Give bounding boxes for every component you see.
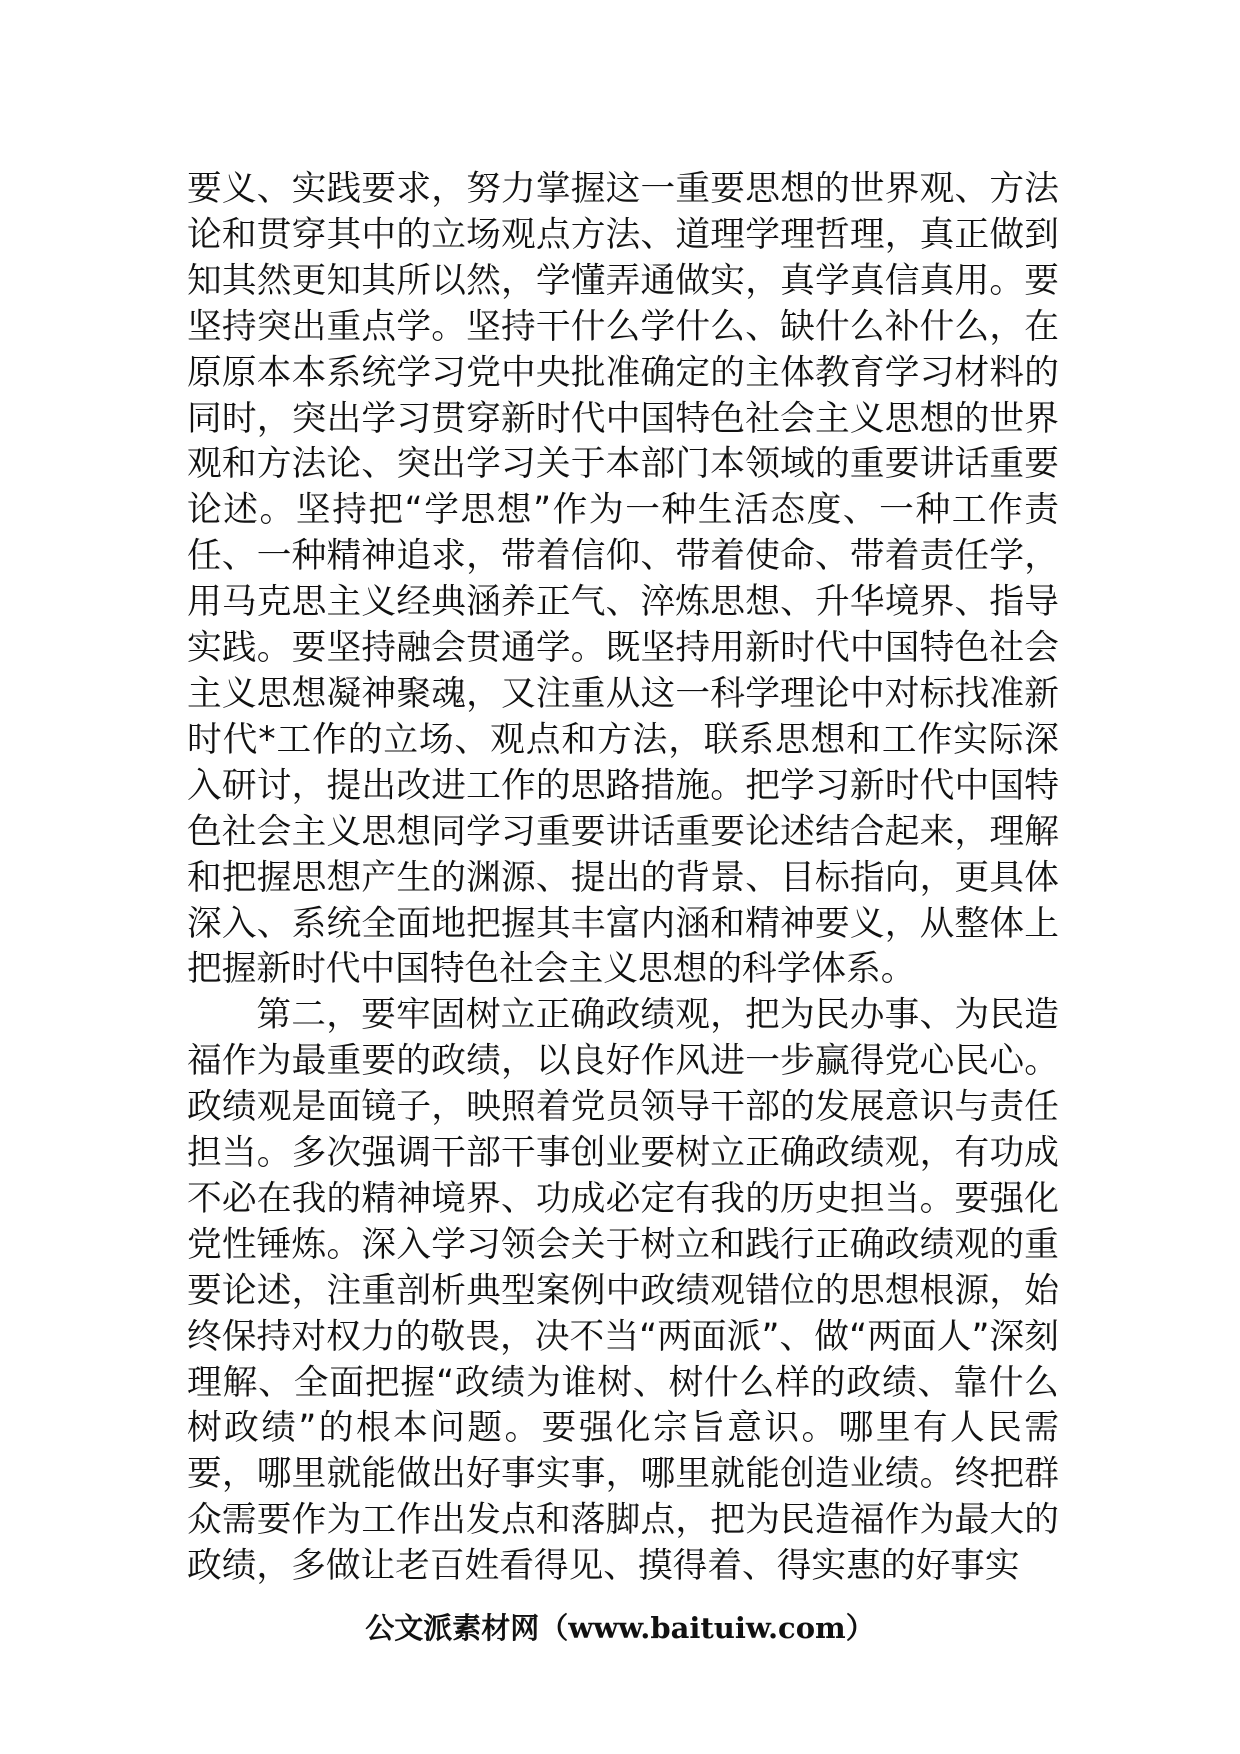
page-footer-watermark: 公文派素材网（www.baituiw.com） xyxy=(365,1611,875,1645)
paragraph-1: 要义、实践要求，努力掌握这一重要思想的世界观、方法论和贯穿其中的立场观点方法、道理学理哲理，真正做到知其然更知其所以然，学懂弄通做实，真学真信真用。要坚持突出重点学。坚持干什么学什么、缺什么补什么，在原原本本系统学习党中央批准确定的主体教育学习材料的同时，突出学习贯穿新时代中国特色社会主义思想的世界观和方法论、突出学习关于本部门本领域的重要讲话重要论述。坚持把“学思想”作为一种生活态度、一种工作责任、一种精神追求，带着信仰、带着使命、带着责任学，用马克思主义经典涵养正气、淬炼思想、升华境界、指导实践。要坚持融会贯通学。既坚持用新时代中国特色社会主义思想凝神聚魂，又注重从这一科学理论中对标找准新时代*工作的立场、观点和方法，联系思想和工作实际深入研讨，提出改进工作的思路措施。把学习新时代中国特色社会主义思想同学习重要讲话重要论述结合起来，理解和把握思想产生的渊源、提出的背景、目标指向，更具体深入、系统全面地把握其丰富内涵和精神要义，从整体上把握新时代中国特色社会主义思想的科学体系。 xyxy=(187,169,1059,990)
paragraph-2: 第二，要牢固树立正确政绩观，把为民办事、为民造福作为最重要的政绩，以良好作风进一步赢得党心民心。政绩观是面镜子，映照着党员领导干部的发展意识与责任担当。多次强调干部干事创业要树立正确政绩观，有功成不必在我的精神境界、功成必定有我的历史担当。要强化党性锤炼。深入学习领会关于树立和践行正确政绩观的重要论述，注重剖析典型案例中政绩观错位的思想根源，始终保持对权力的敬畏，决不当“两面派”、做“两面人”深刻理解、全面把握“政绩为谁树、树什么样的政绩、靠什么树政绩”的根本问题。要强化宗旨意识。哪里有人民需要，哪里就能做出好事实事，哪里就能创造业绩。终把群众需要作为工作出发点和落脚点，把为民造福作为最大的政绩，多做让老百姓看得见、摸得着、得实惠的好事实 xyxy=(187,995,1059,1587)
document-body xyxy=(187,167,1059,1590)
